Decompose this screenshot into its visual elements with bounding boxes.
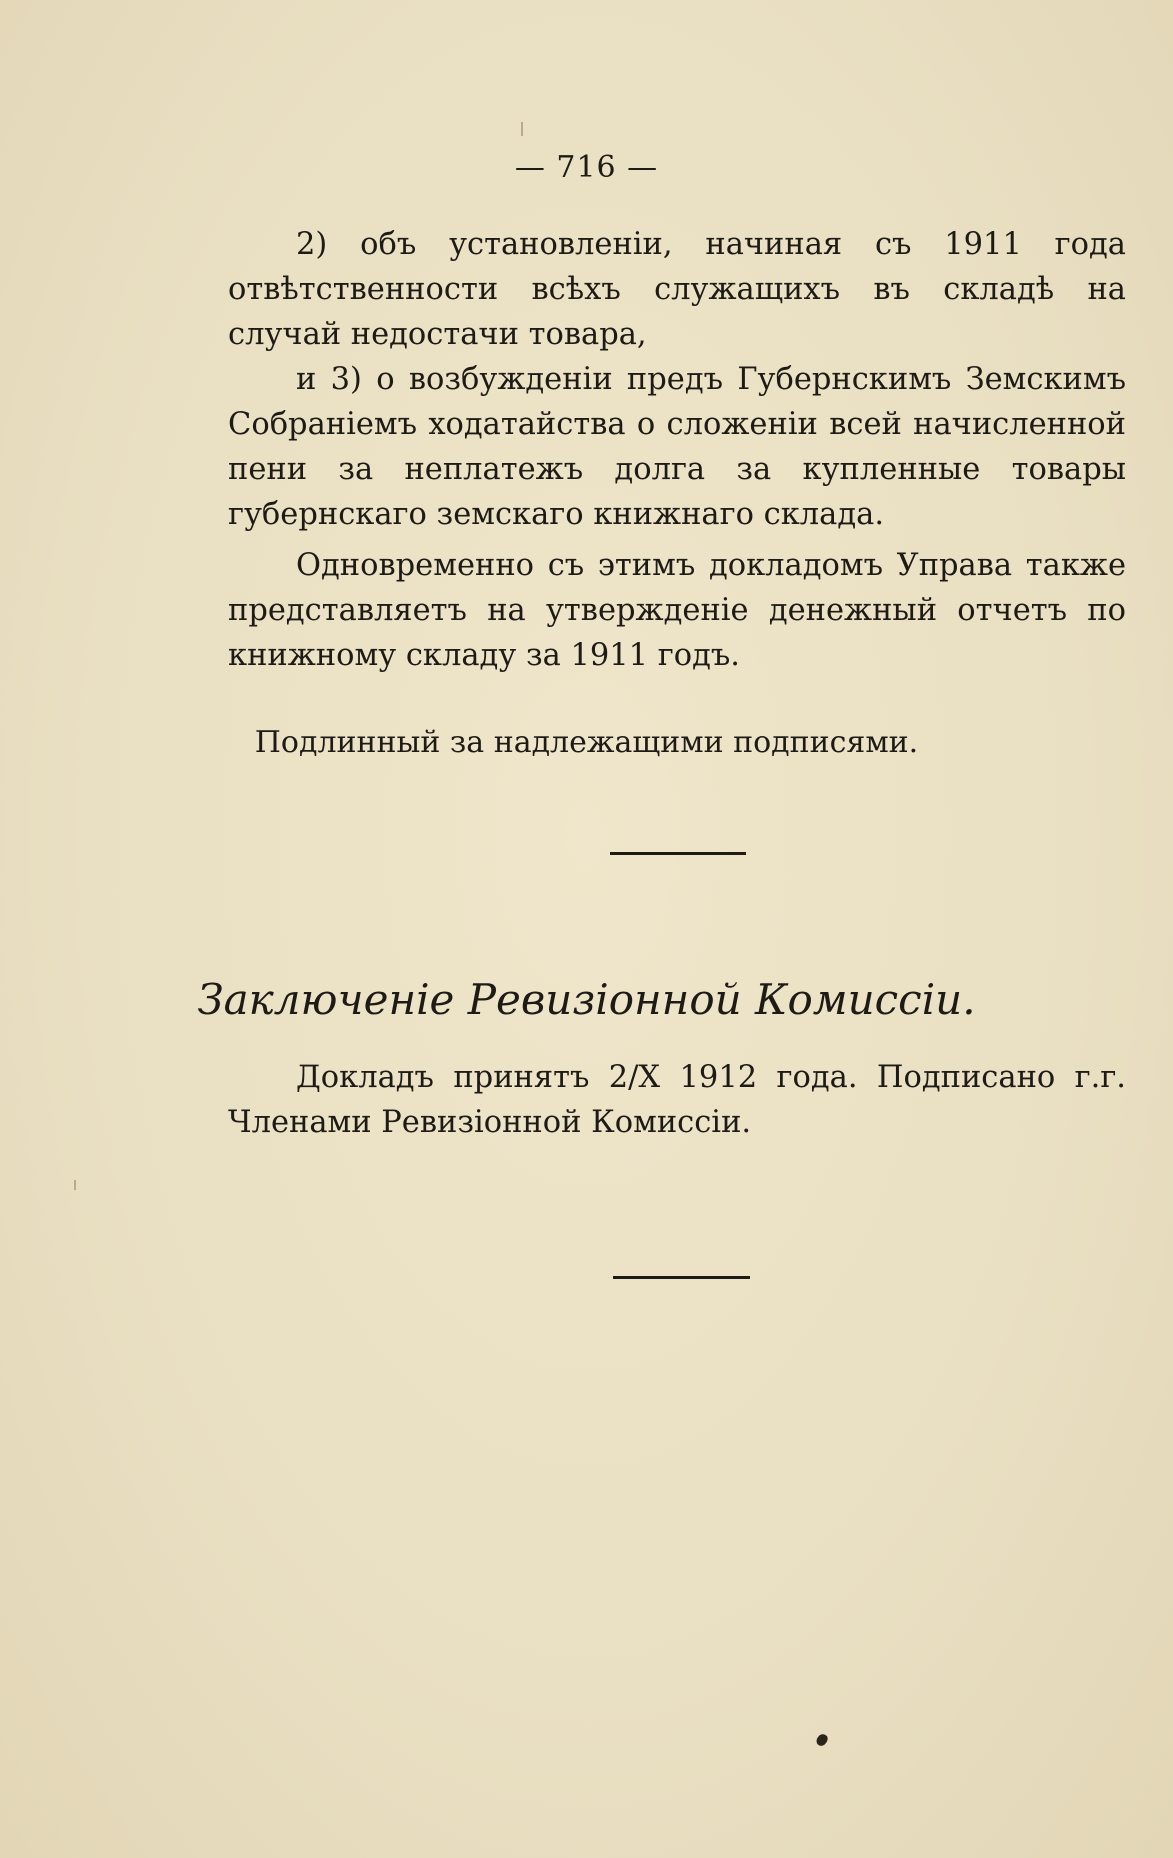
signature-note: Подлинный за надлежащими подписями. [254,725,919,760]
divider-rule-bottom [613,1276,750,1279]
paper-mark [521,122,523,136]
body-text [228,222,1126,678]
conclusion-paragraph: Докладъ принятъ 2/X 1912 года. Подписано г.г. Членами Ревизіонной Комиссіи. [228,1060,1126,1140]
ink-speck [815,1732,830,1747]
divider-rule-top [610,852,746,855]
paper-mark [74,1180,76,1190]
section-heading: Заключеніе Ревизіонной Комиссіи. [197,975,976,1024]
paragraph-item-2: 2) объ установленіи, начиная съ 1911 года отвѣтственности всѣхъ служащихъ въ складѣ на случай недостачи товара, [228,227,1126,352]
paragraph-report: Одновременно съ этимъ докладомъ Управа также представляетъ на утвержденіе денежный отчетъ по книжному складу за 1911 годъ. [228,548,1126,673]
page-number: — 716 — [514,150,659,185]
paragraph-item-3: и 3) о возбужденіи предъ Губернскимъ Земскимъ Собраніемъ ходатайства о сложеніи всей начисленной пени за неплатежъ долга за купленные товары губернскаго земскаго книжнаго склада. [228,362,1126,532]
conclusion-text [228,1055,1126,1145]
